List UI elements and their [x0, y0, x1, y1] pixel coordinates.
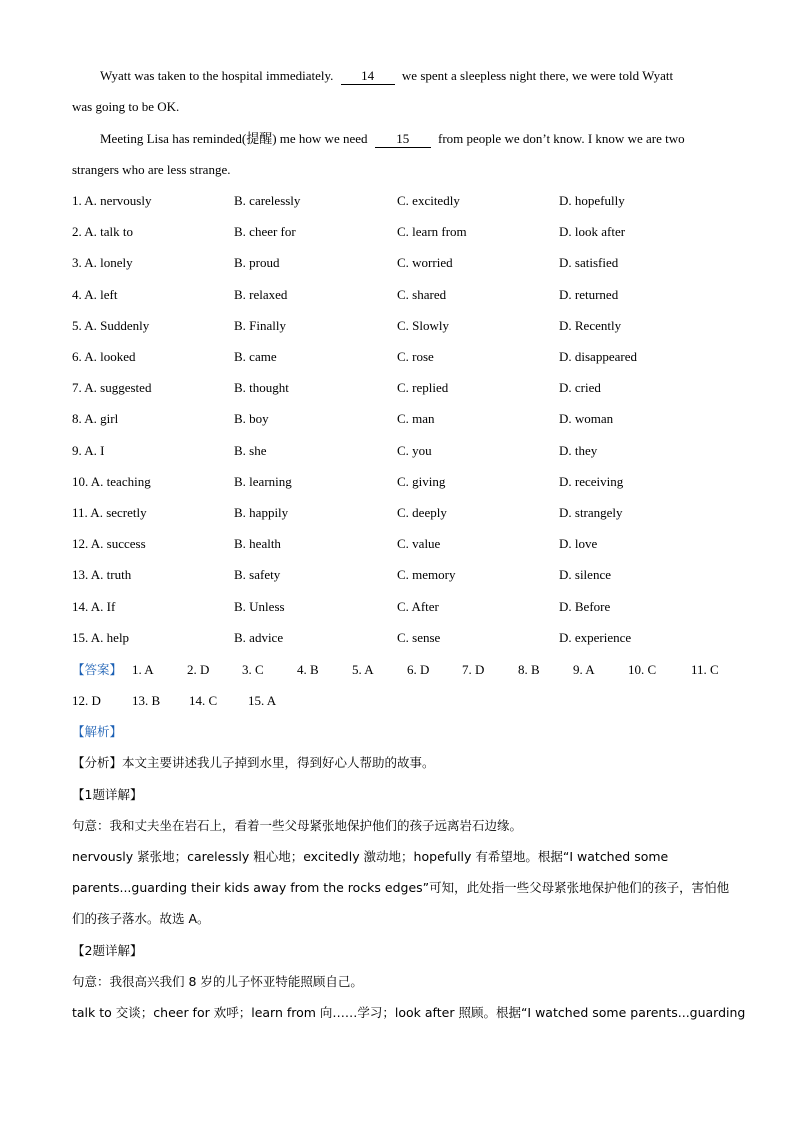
option-a: 12. A. success	[72, 536, 146, 551]
option-c: C. replied	[397, 380, 449, 395]
option-d: D. experience	[559, 630, 632, 645]
option-a: 7. A. suggested	[72, 380, 152, 395]
option-a: 6. A. looked	[72, 349, 136, 364]
option-a: 1. A. nervously	[72, 193, 152, 208]
option-b: B. safety	[234, 567, 281, 582]
option-b: B. relaxed	[234, 287, 288, 302]
option-b: B. health	[234, 536, 281, 551]
answer-item: 15. A	[248, 693, 277, 708]
passage-text: we spent a sleepless night there, we were told Wyatt	[401, 68, 674, 83]
answer-item: 13. B	[132, 693, 161, 708]
option-c: C. worried	[397, 255, 453, 270]
option-d: D. strangely	[559, 505, 623, 520]
summary-line	[72, 754, 435, 772]
answer-item: 7. D	[462, 662, 485, 677]
passage-text: Wyatt was taken to the hospital immediately.	[100, 68, 334, 83]
answer-item: 4. B	[297, 662, 319, 677]
option-d: D. receiving	[559, 474, 624, 489]
summary-text: 本文主要讲述我儿子掉到水里，得到好心人帮助的故事。	[122, 755, 435, 770]
option-a: 8. A. girl	[72, 411, 119, 426]
q1-conclusion: 们的孩子落水。故选 A。	[72, 911, 210, 926]
option-c: C. deeply	[397, 505, 447, 520]
option-c: C. you	[397, 443, 432, 458]
answer-item: 12. D	[72, 693, 101, 708]
option-d: D. hopefully	[559, 193, 625, 208]
option-a: 10. A. teaching	[72, 474, 151, 489]
option-d: D. cried	[559, 380, 601, 395]
answer-item: 8. B	[518, 662, 540, 677]
option-a: 15. A. help	[72, 630, 130, 645]
answer-item: 3. C	[242, 662, 264, 677]
answer-item: 1. A	[132, 662, 154, 677]
passage-text: Meeting Lisa has reminded(提醒) me how we need	[100, 131, 368, 146]
option-c: C. excitedly	[397, 193, 460, 208]
option-c: C. learn from	[397, 224, 467, 239]
option-b: B. proud	[234, 255, 280, 270]
option-d: D. Recently	[559, 318, 622, 333]
q1-reason: parents...guarding their kids away from the rocks edges”可知，此处指一些父母紧张地保护他们的孩子，害怕他	[72, 880, 730, 895]
option-b: B. Finally	[234, 318, 287, 333]
q1-vocab: nervously 紧张地；carelessly 粗心地；excitedly 激动地；hopefully 有希望地。根据“I watched some	[72, 849, 669, 864]
q1-label: 【1题详解】	[72, 787, 143, 802]
passage-line	[100, 67, 673, 85]
option-c: C. memory	[397, 567, 456, 582]
option-c: C. man	[397, 411, 435, 426]
option-d: D. look after	[559, 224, 626, 239]
blank-15: 15	[375, 131, 431, 148]
option-d: D. woman	[559, 411, 614, 426]
answer-label: 【答案】	[72, 662, 123, 677]
blank-14: 14	[341, 68, 395, 85]
q2-vocab: talk to 交谈；cheer for 欢呼；learn from 向……学习；look after 照顾。根据“I watched some parents...guarding	[72, 1005, 746, 1020]
q2-meaning: 句意：我很高兴我们 8 岁的儿子怀亚特能照顾自己。	[72, 974, 363, 989]
option-c: C. shared	[397, 287, 447, 302]
passage-line: strangers who are less strange.	[72, 162, 231, 177]
option-a: 2. A. talk to	[72, 224, 134, 239]
passage-line	[100, 130, 685, 148]
answer-item: 2. D	[187, 662, 210, 677]
answer-item: 5. A	[352, 662, 374, 677]
answer-item: 14. C	[189, 693, 218, 708]
option-c: C. sense	[397, 630, 441, 645]
option-b: B. Unless	[234, 599, 285, 614]
answer-item: 10. C	[628, 662, 657, 677]
summary-label: 【分析】	[72, 755, 123, 770]
option-a: 5. A. Suddenly	[72, 318, 150, 333]
option-d: D. they	[559, 443, 598, 458]
analysis-label: 【解析】	[72, 724, 123, 739]
option-a: 13. A. truth	[72, 567, 132, 582]
option-c: C. After	[397, 599, 439, 614]
option-c: C. giving	[397, 474, 446, 489]
option-a: 14. A. If	[72, 599, 116, 614]
passage-line: was going to be OK.	[72, 99, 180, 114]
answer-item: 11. C	[691, 662, 719, 677]
option-a: 3. A. lonely	[72, 255, 133, 270]
q2-label: 【2题详解】	[72, 943, 143, 958]
option-b: B. came	[234, 349, 277, 364]
option-a: 4. A. left	[72, 287, 118, 302]
option-b: B. thought	[234, 380, 289, 395]
option-b: B. boy	[234, 411, 269, 426]
option-a: 9. A. I	[72, 443, 105, 458]
option-c: C. Slowly	[397, 318, 450, 333]
option-d: D. returned	[559, 287, 619, 302]
option-d: D. Before	[559, 599, 611, 614]
option-a: 11. A. secretly	[72, 505, 147, 520]
q1-meaning: 句意：我和丈夫坐在岩石上，看着一些父母紧张地保护他们的孩子远离岩石边缘。	[72, 818, 523, 833]
option-b: B. happily	[234, 505, 289, 520]
option-b: B. carelessly	[234, 193, 301, 208]
option-b: B. advice	[234, 630, 284, 645]
option-d: D. satisfied	[559, 255, 619, 270]
option-b: B. cheer for	[234, 224, 296, 239]
option-c: C. rose	[397, 349, 434, 364]
answer-item: 9. A	[573, 662, 595, 677]
option-c: C. value	[397, 536, 441, 551]
option-b: B. she	[234, 443, 267, 458]
option-d: D. disappeared	[559, 349, 637, 364]
option-d: D. silence	[559, 567, 611, 582]
answer-item: 6. D	[407, 662, 430, 677]
passage-text: from people we don’t know. I know we are two	[438, 131, 685, 146]
option-b: B. learning	[234, 474, 292, 489]
option-d: D. love	[559, 536, 598, 551]
